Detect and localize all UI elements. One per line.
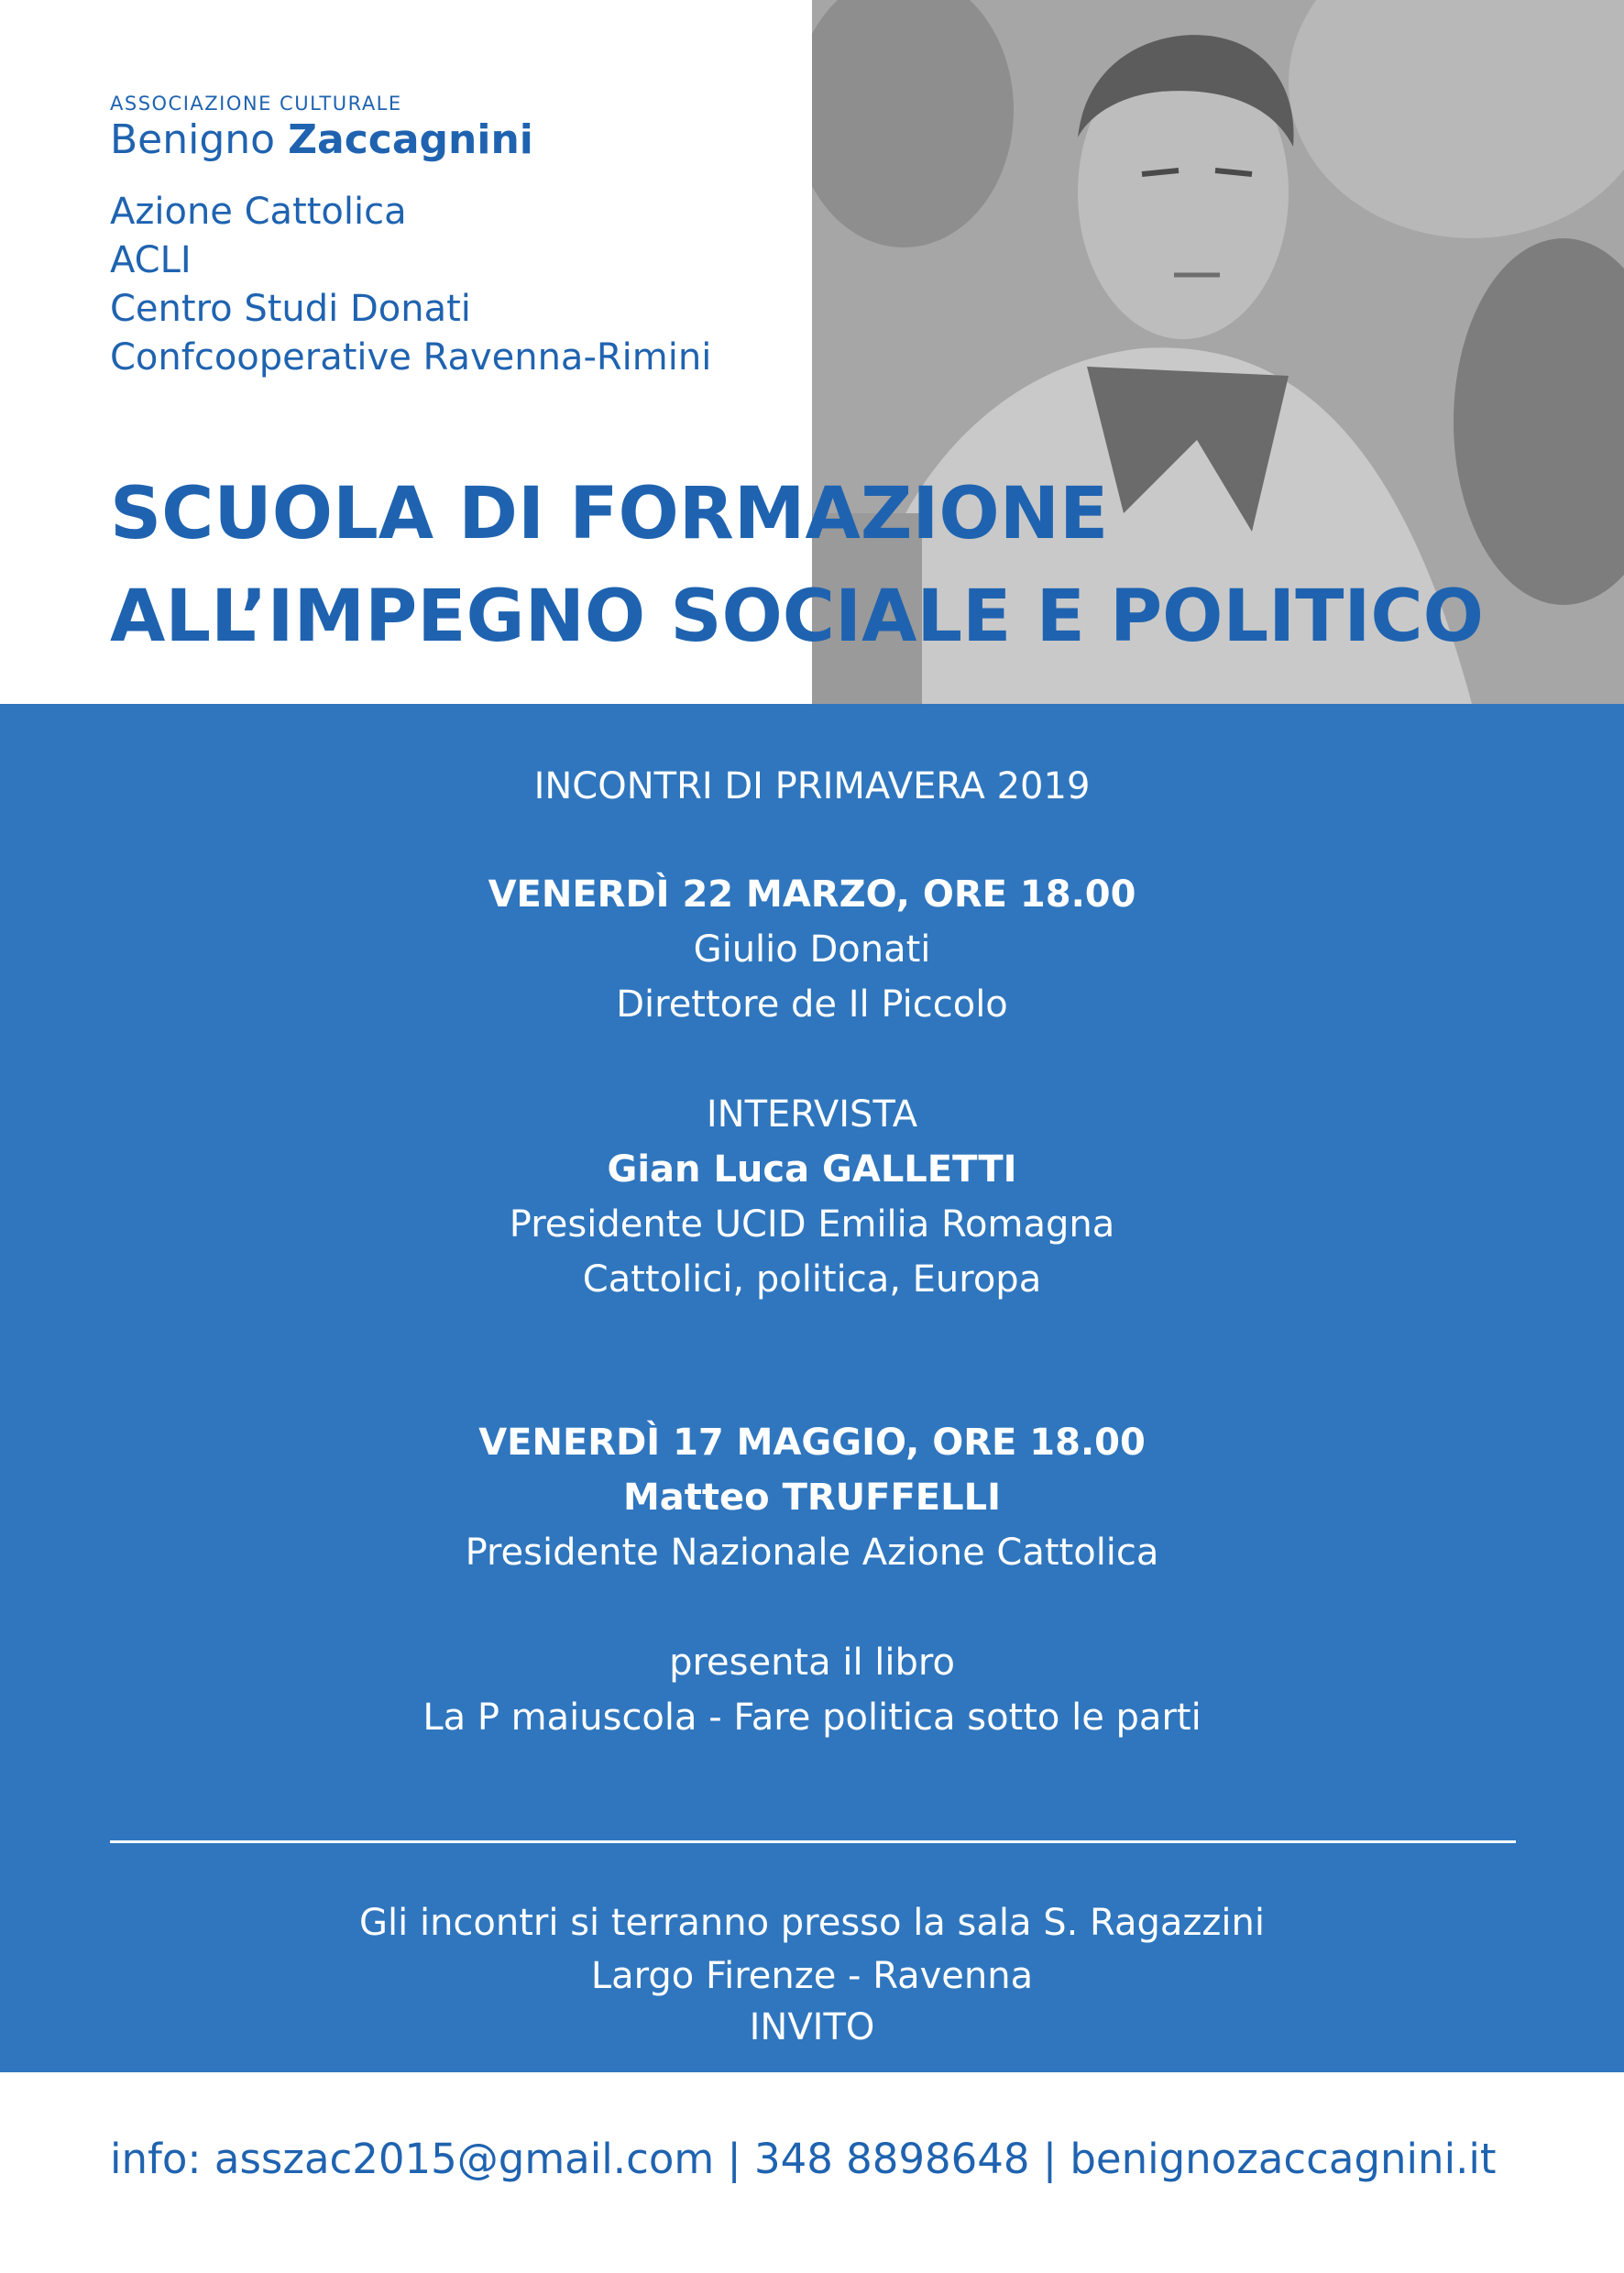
event2-book: La P maiuscola - Fare politica sotto le parti bbox=[422, 1697, 1202, 1739]
contact-info: info: asszac2015@gmail.com | 348 8898648 | benignozaccagnini.it bbox=[110, 2135, 1497, 2183]
title-line-1: SCUOLA DI FORMAZIONE bbox=[110, 473, 1109, 555]
program-heading: INCONTRI DI PRIMAVERA 2019 bbox=[533, 765, 1091, 807]
venue-line-2: Largo Firenze - Ravenna bbox=[590, 1955, 1034, 1997]
org-subtitle: ASSOCIAZIONE CULTURALE bbox=[110, 93, 402, 115]
event1-topic: Cattolici, politica, Europa bbox=[582, 1258, 1042, 1301]
event1-host-role: Direttore de Il Piccolo bbox=[616, 983, 1008, 1026]
event1-action: INTERVISTA bbox=[706, 1093, 918, 1136]
org-name-first: Benigno bbox=[110, 116, 276, 163]
event2-guest: Matteo TRUFFELLI bbox=[623, 1477, 1001, 1519]
venue-line-1: Gli incontri si terranno presso la sala S. Ragazzini bbox=[359, 1902, 1265, 1944]
event1-date: VENERDÌ 22 MARZO, ORE 18.00 bbox=[488, 873, 1136, 916]
footer bbox=[0, 2072, 1624, 2273]
header bbox=[0, 0, 1624, 704]
organization-logo bbox=[110, 92, 533, 165]
divider bbox=[110, 1840, 1516, 1843]
program-band bbox=[0, 704, 1624, 2072]
invite-label: INVITO bbox=[749, 2006, 875, 2048]
partner-item: Azione Cattolica bbox=[110, 191, 407, 233]
event2-action: presenta il libro bbox=[669, 1642, 955, 1684]
partner-item: ACLI bbox=[110, 239, 192, 281]
event2-guest-role: Presidente Nazionale Azione Cattolica bbox=[465, 1532, 1159, 1574]
event1-guest-role: Presidente UCID Emilia Romagna bbox=[509, 1203, 1115, 1246]
page-title bbox=[110, 463, 1484, 668]
event1-host: Giulio Donati bbox=[693, 928, 931, 971]
partner-list bbox=[110, 188, 711, 382]
event1-guest: Gian Luca GALLETTI bbox=[607, 1148, 1017, 1191]
partner-item: Centro Studi Donati bbox=[110, 288, 471, 330]
org-name-last: Zaccagnini bbox=[288, 116, 533, 163]
partner-item: Confcooperative Ravenna-Rimini bbox=[110, 336, 712, 379]
event2-date: VENERDÌ 17 MAGGIO, ORE 18.00 bbox=[478, 1422, 1146, 1464]
title-line-2: ALL’IMPEGNO SOCIALE E POLITICO bbox=[110, 576, 1484, 658]
org-name bbox=[110, 115, 533, 165]
